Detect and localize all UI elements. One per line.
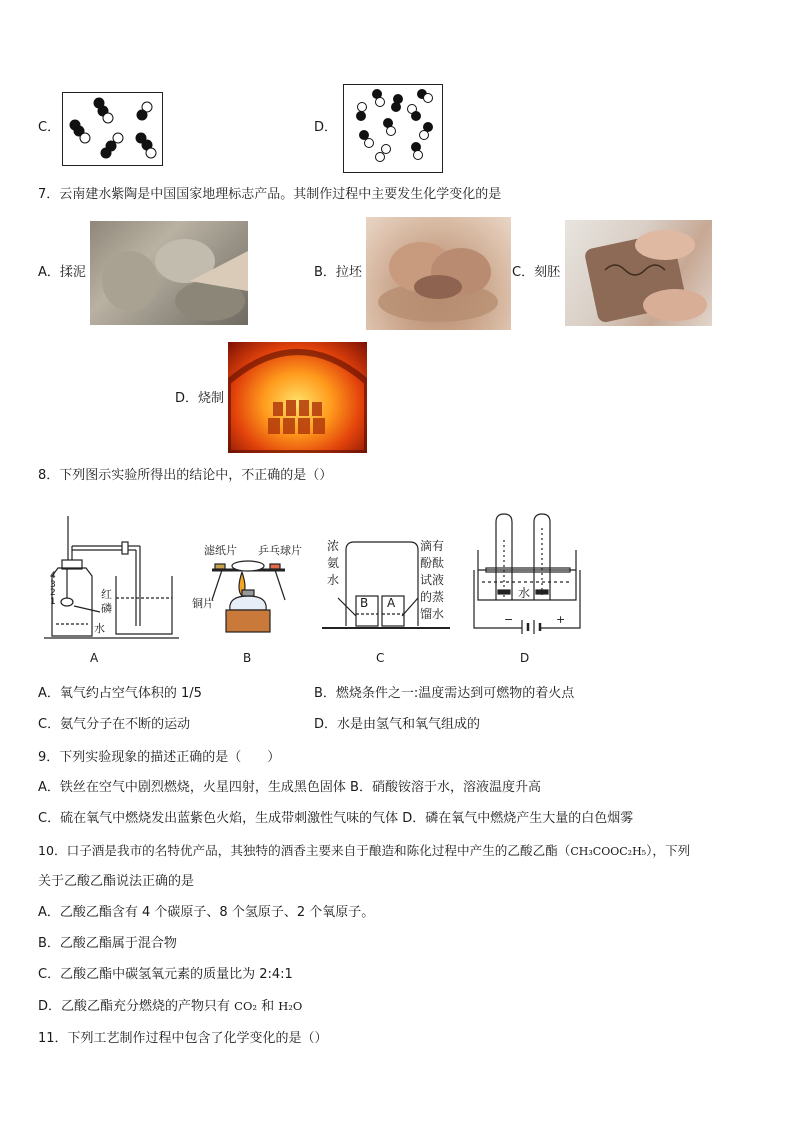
fig-c-caption: C bbox=[376, 651, 385, 665]
throwing-clay-photo bbox=[366, 217, 511, 330]
q7-stem: 7．云南建水紫陶是中国国家地理标志产品。其制作过程中主要发生化学变化的是 bbox=[38, 187, 502, 202]
fig-d-minus-label: − bbox=[504, 613, 514, 626]
fig-d-water-label: 水 bbox=[518, 586, 531, 600]
q9-stem: 9．下列实验现象的描述正确的是（ ） bbox=[38, 750, 281, 765]
fig-c-beaker-b: B bbox=[360, 596, 369, 610]
fig-d-plus-label: + bbox=[556, 613, 566, 626]
q8-stem: 8．下列图示实验所得出的结论中，不正确的是（） bbox=[38, 468, 333, 483]
fig-b-copper-label: 铜片 bbox=[192, 597, 214, 610]
molecule-diagram-c bbox=[63, 93, 162, 165]
fig-a-water-label: 水 bbox=[94, 622, 105, 635]
q9-options-line1: A．铁丝在空气中剧烈燃烧，火星四射，生成黑色固体 B．硝酸铵溶于水，溶液温度升高 bbox=[38, 780, 541, 795]
q7-option-c-label: C．刻胚 bbox=[512, 265, 561, 280]
fig-c-ammonia-label: 浓 氨 水 bbox=[327, 539, 340, 587]
q10-option-b: B．乙酸乙酯属于混合物 bbox=[38, 936, 177, 951]
fig-a-scale: 4 3 2 1 bbox=[50, 571, 56, 607]
q6-option-c-molecule-box bbox=[62, 92, 163, 166]
red-phosphorus-apparatus bbox=[44, 516, 184, 646]
q6-option-d-molecule-box bbox=[343, 84, 443, 173]
q8-option-c: C．氨气分子在不断的运动 bbox=[38, 717, 191, 732]
fig-b-filter-paper-label: 滤纸片 bbox=[204, 544, 237, 557]
q8-option-d: D．水是由氢气和氧气组成的 bbox=[314, 717, 481, 732]
q7-option-b-label: B．拉坯 bbox=[314, 265, 362, 280]
q7-option-d-label: D．烧制 bbox=[175, 391, 225, 406]
fig-b-caption: B bbox=[243, 651, 252, 665]
q8-option-b: B．燃烧条件之一:温度需达到可燃物的着火点 bbox=[314, 686, 575, 701]
molecule-diagram-d bbox=[344, 85, 442, 172]
q6-option-d-label: D． bbox=[314, 120, 338, 135]
q8-figure-a bbox=[44, 516, 184, 646]
fig-a-caption: A bbox=[90, 651, 99, 665]
kneading-clay-photo bbox=[90, 221, 248, 325]
q10-stem-line1: 10．口子酒是我市的名特优产品，其独特的酒香主要来自于酿造和陈化过程中产生的乙酸乙酯（CH₃COOC₂H₅），下列 bbox=[38, 843, 691, 858]
q7-option-a-label: A．揉泥 bbox=[38, 265, 86, 280]
q10-option-c: C．乙酸乙酯中碳氢氧元素的质量比为 2:4:1 bbox=[38, 967, 293, 982]
fig-a-red-phosphorus-label: 红 磷 bbox=[101, 588, 112, 615]
q8-figure-d bbox=[472, 510, 584, 635]
kiln-firing-photo bbox=[228, 342, 367, 453]
q10-option-a: A．乙酸乙酯含有 4 个碳原子、8 个氢原子、2 个氧原子。 bbox=[38, 905, 375, 920]
carving-clay-photo bbox=[565, 220, 712, 326]
fig-d-caption: D bbox=[520, 651, 530, 665]
ethyl-acetate-formula: CH₃COOC₂H₅ bbox=[570, 845, 647, 858]
q10-option-d: D．乙酸乙酯充分燃烧的产物只有 CO₂ 和 H₂O bbox=[38, 999, 303, 1014]
fig-c-phenolphthalein-label: 滴有 酚酞 试液 的蒸 馏水 bbox=[420, 539, 445, 621]
q10-stem-line2: 关于乙酸乙酯说法正确的是 bbox=[38, 874, 195, 889]
fig-b-pingpong-label: 乒乓球片 bbox=[258, 544, 302, 557]
q8-figure-b bbox=[190, 540, 315, 645]
q8-option-a: A．氧气约占空气体积的 1/5 bbox=[38, 686, 202, 701]
q11-stem: 11．下列工艺制作过程中包含了化学变化的是（） bbox=[38, 1031, 328, 1046]
q9-options-line2: C．硫在氧气中燃烧发出蓝紫色火焰，生成带刺激性气味的气体 D．磷在氧气中燃烧产生大量的白色烟雾 bbox=[38, 811, 634, 826]
fig-c-beaker-a: A bbox=[387, 596, 396, 610]
q6-option-c-label: C． bbox=[38, 120, 61, 135]
electrolysis-apparatus bbox=[472, 510, 584, 635]
